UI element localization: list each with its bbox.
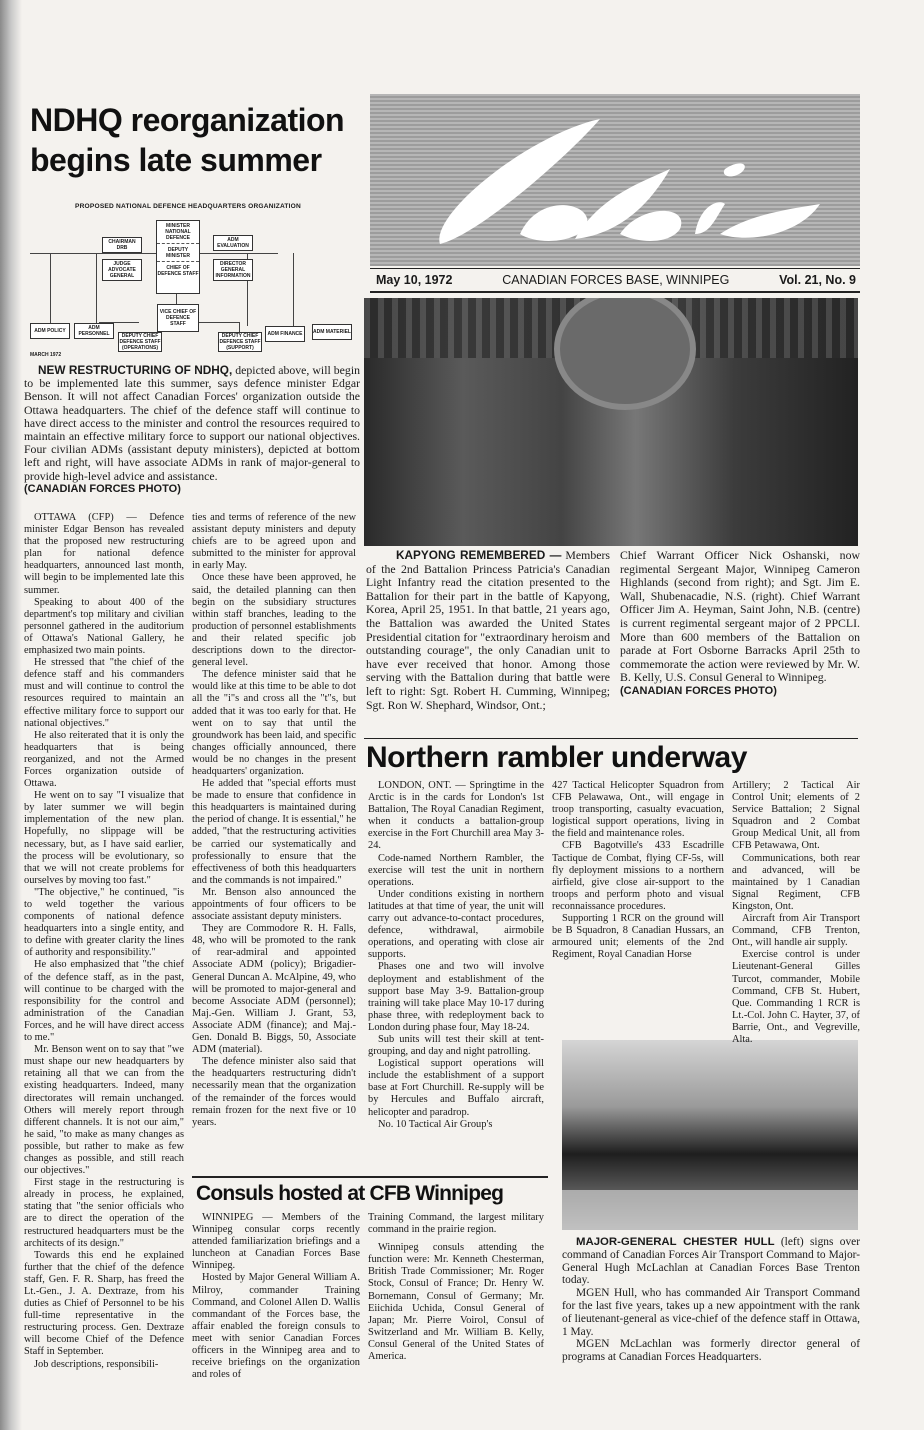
org-box-vcds: VICE CHIEF OF DEFENCE STAFF bbox=[157, 304, 199, 332]
rambler-col3 bbox=[732, 780, 860, 1046]
paragraph: WINNIPEG — Members of the Winnipeg consular corps recently attended familiarization briefings and a luncheon at Canadian Forces Base Winnipeg. bbox=[192, 1212, 360, 1272]
ndhq-headline-line1: NDHQ reorganization bbox=[30, 102, 345, 138]
paragraph: They are Commodore R. H. Falls, 48, who will be promoted to the rank of rear-admiral and appointed Associate ADM (policy); Brigadier-General Duncan A. McAlpine, 49, who will be promoted to major-general and become Associate ADM (personnel); Maj.-Gen. William J. Grant, 53, Associate ADM (finance); and Maj.-Gen. Donald B. Biggs, 50, Associate ADM (material). bbox=[192, 923, 356, 1056]
org-chart bbox=[30, 200, 365, 362]
org-box-adm-materiel: ADM MATERIEL bbox=[312, 324, 352, 340]
paragraph: Mr. Benson also announced the appointments of four officers to be associate assistant deputy ministers. bbox=[192, 886, 356, 923]
hull-caption bbox=[562, 1236, 860, 1364]
paragraph: Job descriptions, responsibili- bbox=[34, 1358, 159, 1370]
voxair-logo bbox=[370, 94, 860, 266]
masthead-info-strip bbox=[370, 270, 860, 290]
kapyong-caption-credit: (CANADIAN FORCES PHOTO) bbox=[620, 684, 777, 697]
paragraph: He also emphasized that "the chief of the defence staff, as in the past, will continue to be charged with the responsibility for the control and administration of the Canadian Forces, and he will have direct access to me." bbox=[24, 959, 184, 1044]
org-box-dg-information: DIRECTOR GENERAL INFORMATION bbox=[213, 259, 253, 281]
hull-caption-text: (left) signs over command of Canadian Forces Air Transport Command to Major-General Hugh McLachlan at Canadian Forces Base Trenton today. bbox=[562, 1236, 861, 1287]
hull-signing-photo bbox=[562, 1040, 858, 1230]
paragraph: First stage in the restructuring is already in process, he explained, stating that "the senior officials who are to direct the operation of the restructured headquarters must be the architects of its design." bbox=[24, 1177, 184, 1249]
consuls-headline: Consuls hosted at CFB Winnipeg bbox=[196, 1182, 504, 1205]
paragraph: ties and terms of reference of the new assistant deputy ministers and deputy chiefs are to be agreed upon and submitted to the minister for approval in early May. bbox=[192, 512, 356, 572]
paragraph: He added that "special efforts must be made to ensure that confidence in this headquarters is maintained during the period of change. It is essential," he added, "that the restructuring activities be carried our systematically and professionally to ensure that the effectiveness of both this headquarters and the commands is not impaired." bbox=[192, 778, 356, 886]
logo-stroke bbox=[720, 204, 820, 238]
logo-stroke bbox=[695, 202, 725, 234]
org-box-adm-evaluation: ADM EVALUATION bbox=[213, 235, 253, 251]
org-box-adm-policy: ADM POLICY bbox=[30, 323, 70, 339]
masthead-logo-banner bbox=[370, 94, 860, 266]
paragraph: He went on to say "I visualize that by later summer we will begin implementation of the new plan. Hopefully, no slippage will be necessary, but, as I have said earlier, the process will be evolutionary, so that we will not create problems for ourselves by moving too fast." bbox=[24, 790, 184, 886]
kapyong-caption-text: Members of the 2nd Battalion Princess Patricia's Canadian Light Infantry read the citation presented to the Battalion for their part in the battle of Kapyong, Korea, April 25, 1951. In that battle, 21 years ago, the Battalion was awarded the United States Presidential citation for "extraordinary heroism and outstanding courage", the only Canadian unit to have ever received that honor. Among those serving with the Battalion during that battle were left to right: Sgt. Robert H. Cumming, Winnipeg; Sgt. Ron W. Shephard, Windsor, Ont.; bbox=[366, 548, 610, 712]
ndhq-caption-body: depicted above, will begin to be implemented late this summer, says defence minister Edgar Benson. It will not affect Canadian Forces' organization outside the Ottawa headquarters. The chief of the defence staff will continue to have direct access to the minister and control the resources required to maintain an effective military force to support our national objectives. Four civilian ADMs (assistant deputy ministers), depicted at bottom left and right, will have associate ADMs in rank of major-general to provide high-level advice and assistance. bbox=[24, 363, 360, 483]
page-binding-shadow bbox=[0, 0, 22, 1430]
paragraph: "The objective," he continued, "is to weld together the various components of national defence headquarters into a single entity, and to define with greater clarity the lines of authority and responsibility." bbox=[24, 886, 184, 959]
org-box-minister-label: MINISTER NATIONAL DEFENCE bbox=[157, 223, 199, 244]
paragraph: Phases one and two will involve deployment and establishment of the support base May 3-9. Battalion-group training will take place May 10-17 during phase three, with redeployment back to London during phase four, May 18-24. bbox=[368, 961, 544, 1033]
hull-caption-lead: MAJOR-GENERAL CHESTER HULL bbox=[576, 1236, 775, 1248]
org-box-jag: JUDGE ADVOCATE GENERAL bbox=[102, 259, 142, 281]
paragraph: Under conditions existing in northern latitudes at that time of year, the unit will carry out advance-to-contact procedures, defence, withdrawal, airmobile operations, and operating with close air supports. bbox=[368, 888, 544, 961]
paragraph: Exercise control is under Lieutenant-General Gilles Turcot, commander, Mobile Command, CFB St. Hubert, Que. Commanding 1 RCR is Lt.-Col. John C. Hayter, 37, of Barrie, Ont., and Vegreville, Alta. bbox=[732, 949, 860, 1045]
paragraph: Winnipeg consuls attending the function were: Mr. Kenneth Chesterman, British Trade Commissioner; Mr. Roger Stock, Consul of France; Dr. Henry W. Bornemann, Consul of Germany; Mr. Eiichida Uchida, Consul General of Japan; Mr. Pierre Voirol, Consul of Switzerland and Mr. William B. Kelly, Consul General of the United States of America. bbox=[368, 1242, 544, 1363]
org-box-adm-personnel: ADM PERSONNEL bbox=[74, 323, 114, 339]
org-box-dcds-support: DEPUTY CHIEF DEFENCE STAFF (SUPPORT) bbox=[219, 333, 261, 351]
kapyong-caption-right bbox=[620, 549, 860, 699]
ndhq-caption-credit: (CANADIAN FORCES PHOTO) bbox=[24, 482, 181, 495]
paragraph: Sub units will test their skill at tent-grouping, and day and night patrolling. bbox=[368, 1033, 544, 1058]
paragraph: Artillery; 2 Tactical Air Control Unit; elements of 2 Service Battalion; 2 Signal Squadron and 2 Combat Group Medical Unit, all from CFB Petawawa, Ont. bbox=[732, 780, 860, 852]
rambler-col2 bbox=[552, 780, 724, 961]
paragraph: Towards this end he explained further that the chief of the defence staff, Gen. F. R. Sharp, has freed the Lt.-Gen., J. A. Dextraze, from his duties as Chief of Personnel to be his full-time representative in the restructuring process. Gen. Dextraze will become Chief of the Defence Staff in September. bbox=[24, 1249, 184, 1358]
hull-caption-text: MGEN Hull, who has commanded Air Transport Command for the last five years, takes up a new appointment with the rank of lieutenant-general as vice-chief of the defence staff in Ottawa, 1 May. bbox=[562, 1287, 860, 1338]
logo-stroke bbox=[724, 163, 745, 176]
paragraph: Supporting 1 RCR on the ground will be B Squadron, 8 Canadian Hussars, an armoured unit; elements of the 2nd Regiment, Royal Canadian Horse bbox=[552, 913, 724, 961]
paragraph: Training Command, the largest military command in the prairie region. bbox=[368, 1212, 544, 1236]
regimental-crest bbox=[554, 298, 696, 410]
kapyong-caption-lead: KAPYONG REMEMBERED — bbox=[396, 548, 562, 562]
org-box-deputy-label: DEPUTY MINISTER bbox=[157, 244, 199, 262]
publication-location: CANADIAN FORCES BASE, WINNIPEG bbox=[502, 273, 730, 287]
ndhq-headline-line2: begins late summer bbox=[30, 142, 322, 178]
org-box-chairman-drb: CHAIRMAN DRB bbox=[102, 237, 142, 253]
org-box-minister bbox=[156, 220, 200, 294]
paragraph: The defence minister also said that the headquarters restructuring didn't necessarily mean that the organization of the remainder of the forces would remain frozen for the next five or 10 years. bbox=[192, 1056, 356, 1128]
paragraph: CFB Bagotville's 433 Escadrille Tactique de Combat, flying CF-5s, will fly deployment missions to a northern airfield, give close air-support to the troops and perform photo and visual reconnaissance procedures. bbox=[552, 840, 724, 912]
paragraph: LONDON, ONT. — Springtime in the Arctic is in the cards for London's 1st Battalion, The Royal Canadian Regiment, when it conducts a battalion-group exercise in the Fort Churchill area May 3-24. bbox=[368, 780, 544, 852]
paragraph: Once these have been approved, he said, the detailed planning can then begin on the subsidiary structures within staff branches, leading to the production of personnel establishments and their related specific job descriptions down to the director-general level. bbox=[192, 572, 356, 669]
consuls-col1 bbox=[192, 1212, 360, 1381]
paragraph: Code-named Northern Rambler, the exercise will test the unit in northern operations. bbox=[368, 852, 544, 888]
paragraph: OTTAWA (CFP) — Defence minister Edgar Benson has revealed that the proposed new restructuring plan for national defence headquarters, announced last month, will begin to be implemented late this summer. bbox=[24, 512, 184, 596]
kapyong-photo bbox=[364, 298, 858, 546]
rambler-headline: Northern rambler underway bbox=[366, 741, 747, 774]
kapyong-caption-left bbox=[366, 549, 610, 712]
org-box-adm-finance: ADM FINANCE bbox=[265, 326, 305, 342]
issue-volume: Vol. 21, No. 9 bbox=[779, 273, 856, 287]
paragraph: The defence minister said that he would like at this time to be able to dot all the "i"s and cross all the "t"s, but added that it was too early for that. He went on to say that until the groundwork has been laid, and specific changes officially announced, there would be no changes in the present headquarters' organization. bbox=[192, 669, 356, 777]
paragraph: Mr. Benson went on to say that "we must shape our new headquarters by retaining all that we can from the existing headquarters. Indeed, many directorates will remain unchanged. Others will merely report through different channels. It is not our aim," he said, "to make as many changes as possible, but rather to make as few changes as possible, and still reach our objectives." bbox=[24, 1044, 184, 1177]
ndhq-headline bbox=[30, 100, 365, 180]
paragraph: He also reiterated that it is only the headquarters that is being reorganized, and not the Armed Forces organization outside of Ottawa. bbox=[24, 729, 184, 790]
ndhq-caption-lead: NEW RESTRUCTURING OF NDHQ, bbox=[38, 363, 233, 377]
org-chart-date: MARCH 1972 bbox=[30, 352, 62, 358]
paragraph: 427 Tactical Helicopter Squadron from CFB Pelawawa, Ont., will engage in troop transporting, casualty evacuation, logistical support operations, living in the field and maintenance roles. bbox=[552, 780, 724, 840]
ndhq-article-col1 bbox=[24, 512, 184, 1371]
consuls-col2 bbox=[368, 1212, 544, 1363]
paragraph: He stressed that "the chief of the defence staff and his commanders must and will continue to control the resources required to maintain an effective military force to support our national objectives." bbox=[24, 657, 184, 729]
rambler-col1 bbox=[368, 780, 544, 1131]
paragraph: No. 10 Tactical Air Group's bbox=[378, 1118, 493, 1130]
paragraph: Aircraft from Air Transport Command, CFB Trenton, Ont., will handle air supply. bbox=[732, 913, 860, 949]
org-chart-title: PROPOSED NATIONAL DEFENCE HEADQUARTERS ORGANIZATION bbox=[75, 203, 301, 210]
org-box-dcds-operations: DEPUTY CHIEF DEFENCE STAFF (OPERATIONS) bbox=[119, 333, 161, 351]
kapyong-caption-text: Chief Warrant Officer Nick Oshanski, now regimental Sergeant Major, Winnipeg Cameron Highlands (second from right); and Sgt. Jim E. Wall, Shubenacadie, N.S. (right). Chief Warrant Officer Jim A. Heyman, Saint John, N.B. (centre) is current regimental sergeant major of 2 PPCLI. More than 600 members of the Battalion on parade at Fort Osborne Barracks April 25th to commemorate the action were reviewed by Mr. W. B. Kelly, U.S. Consul General to Winnipeg. bbox=[620, 548, 860, 685]
ndhq-caption bbox=[24, 364, 360, 496]
hull-caption-text: MGEN McLachlan was formerly director general of programs at Canadian Forces Headquarters. bbox=[562, 1338, 860, 1364]
paragraph: Logistical support operations will include the establishment of a support base at Fort Churchill. Re-supply will be by Hercules and Buffalo aircraft, helicopter and paradrop. bbox=[368, 1058, 544, 1118]
paragraph: Hosted by Major General William A. Milroy, commander Training Command, and Colonel Allen D. Wallis commandant of the Forces base, the affair enabled the foreign consuls to meet with senior Canadian Forces officers in the Winnipeg area and to receive briefings on the organization and roles of bbox=[192, 1272, 360, 1381]
ndhq-article-col2 bbox=[192, 512, 356, 1129]
org-box-cds-label: CHIEF OF DEFENCE STAFF bbox=[157, 265, 199, 277]
issue-date: May 10, 1972 bbox=[376, 273, 453, 287]
paragraph: Communications, both rear and advanced, will be maintained by 1 Canadian Signal Regiment, CFB Kingston, Ont. bbox=[732, 852, 860, 912]
paragraph: Speaking to about 400 of the department's top military and civilian personnel gathered in the auditorium of Ottawa's National Gallery, he emphasized two main points. bbox=[24, 596, 184, 657]
